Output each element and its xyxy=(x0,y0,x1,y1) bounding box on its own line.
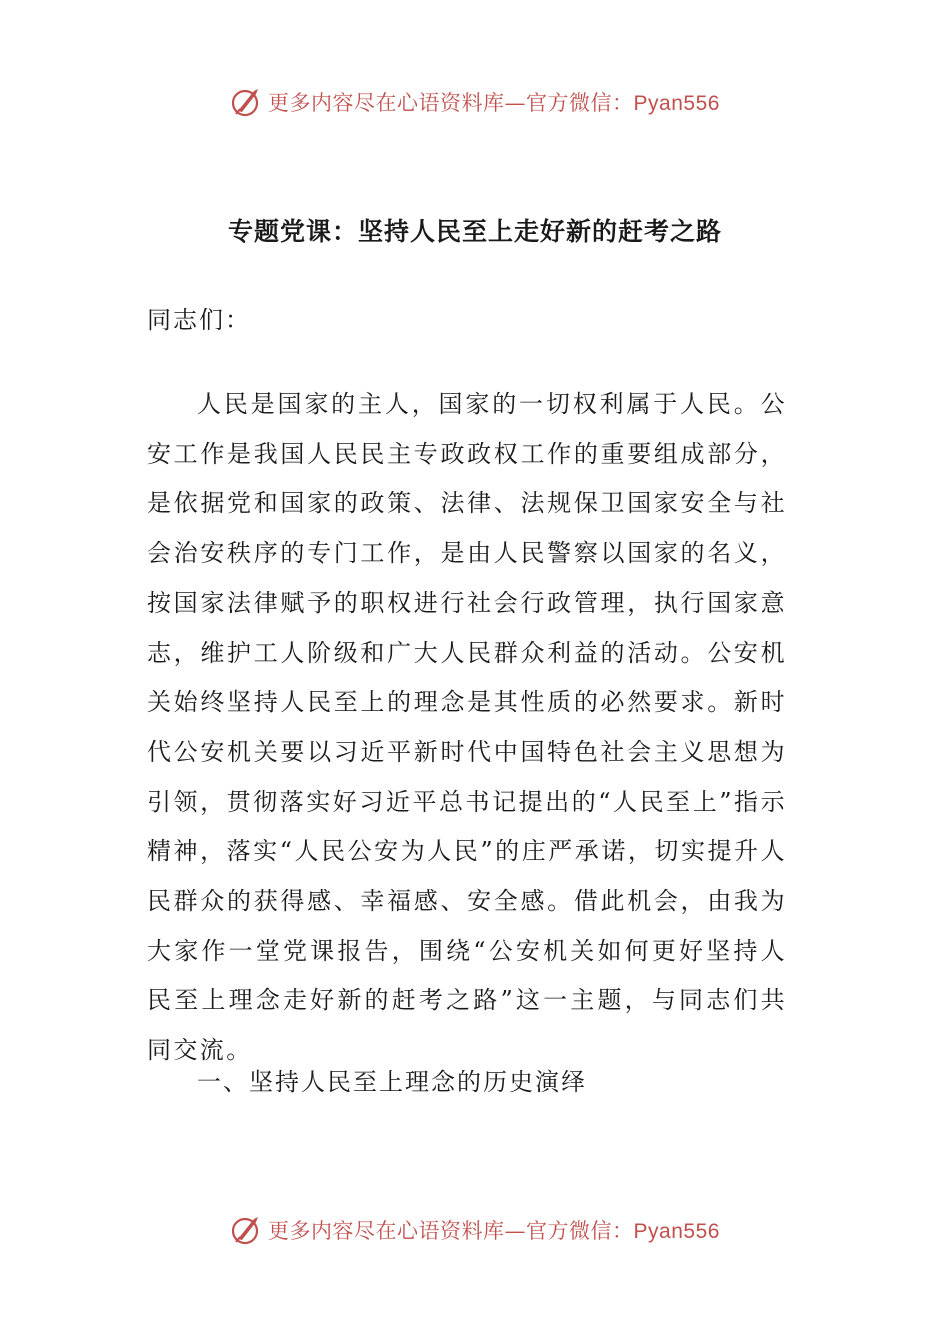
section-heading: 一、坚持人民至上理念的历史演绎 xyxy=(197,1068,587,1096)
watermark-wechat-id: Pyan556 xyxy=(633,92,720,115)
watermark-banner-top xyxy=(0,82,950,122)
quill-pen-logo-icon xyxy=(230,1213,264,1247)
watermark-text xyxy=(268,87,720,117)
quill-pen-logo-icon xyxy=(230,85,264,119)
watermark-wechat-id: Pyan556 xyxy=(633,1220,720,1243)
document-title: 专题党课：坚持人民至上走好新的赶考之路 xyxy=(227,217,722,246)
salutation: 同志们： xyxy=(147,306,251,334)
watermark-label: 更多内容尽在心语资料库—官方微信： xyxy=(268,1219,634,1243)
body-paragraph: 人民是国家的主人，国家的一切权利属于人民。公安工作是我国人民民主专政政权工作的重要组成部分，是依据党和国家的政策、法律、法规保卫国家安全与社会治安秩序的专门工作，是由人民警察以国家的名义，按国家法律赋予的职权进行社会行政管理，执行国家意志，维护工人阶级和广大人民群众利益的活动。公安机关始终坚持人民至上的理念是其性质的必然要求。新时代公安机关要以习近平新时代中国特色社会主义思想为引领，贯彻落实好习近平总书记提出的“人民至上”指示精神，落实“人民公安为人民”的庄严承诺，切实提升人民群众的获得感、幸福感、安全感。借此机会，由我为大家作一堂党课报告，围绕“公安机关如何更好坚持人民至上理念走好新的赶考之路”这一主题，与同志们共同交流。 xyxy=(147,390,787,1065)
watermark-label: 更多内容尽在心语资料库—官方微信： xyxy=(268,91,634,115)
watermark-text xyxy=(268,1215,720,1245)
watermark-banner-bottom xyxy=(0,1210,950,1250)
